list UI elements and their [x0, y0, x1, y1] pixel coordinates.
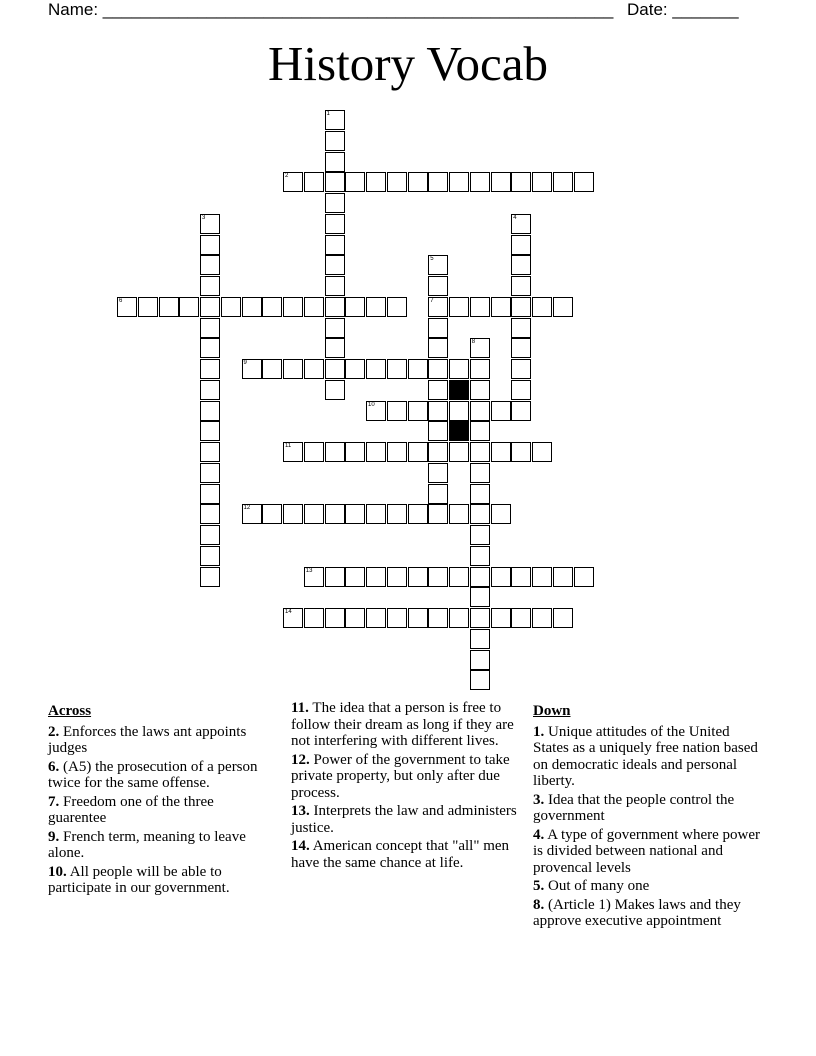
grid-cell[interactable] — [345, 359, 365, 379]
grid-cell[interactable] — [408, 401, 428, 421]
grid-cell[interactable] — [470, 546, 490, 566]
grid-cell[interactable] — [449, 401, 469, 421]
grid-cell[interactable] — [532, 442, 552, 462]
grid-cell[interactable] — [428, 297, 448, 317]
grid-cell[interactable] — [428, 504, 448, 524]
grid-cell[interactable] — [470, 421, 490, 441]
clue-number: 7 — [430, 297, 434, 304]
grid-cell[interactable] — [470, 670, 490, 690]
grid-cell[interactable] — [200, 546, 220, 566]
clue-down-8: 8. (Article 1) Makes laws and they approve executive appointment — [533, 896, 741, 929]
grid-cell[interactable] — [511, 172, 531, 192]
clue-number: 13 — [305, 567, 313, 574]
grid-cell[interactable] — [511, 235, 531, 255]
grid-cell[interactable] — [325, 235, 345, 255]
grid-cell[interactable] — [179, 297, 199, 317]
grid-cell[interactable] — [449, 567, 469, 587]
grid-cell[interactable] — [200, 338, 220, 358]
grid-cell[interactable] — [325, 338, 345, 358]
grid-cell[interactable] — [449, 504, 469, 524]
grid-cell[interactable] — [428, 359, 448, 379]
grid-cell[interactable] — [491, 297, 511, 317]
grid-cell[interactable] — [408, 504, 428, 524]
grid-cell[interactable] — [345, 608, 365, 628]
grid-cell[interactable] — [366, 442, 386, 462]
grid-cell[interactable] — [325, 131, 345, 151]
grid-cell[interactable] — [200, 380, 220, 400]
grid-cell[interactable] — [387, 297, 407, 317]
grid-cell[interactable] — [200, 421, 220, 441]
grid-cell[interactable] — [200, 359, 220, 379]
grid-cell[interactable] — [491, 442, 511, 462]
grid-cell[interactable] — [553, 608, 573, 628]
grid-cell[interactable] — [532, 297, 552, 317]
grid-cell[interactable] — [304, 297, 324, 317]
grid-cell[interactable] — [200, 401, 220, 421]
grid-cell[interactable] — [200, 484, 220, 504]
grid-cell[interactable] — [325, 297, 345, 317]
grid-cell[interactable] — [408, 172, 428, 192]
grid-cell[interactable] — [262, 504, 282, 524]
grid-cell[interactable] — [325, 318, 345, 338]
grid-cell[interactable] — [304, 359, 324, 379]
grid-cell[interactable] — [242, 359, 262, 379]
grid-cell[interactable] — [470, 297, 490, 317]
grid-cell[interactable] — [262, 297, 282, 317]
grid-cell[interactable] — [470, 484, 490, 504]
grid-cell[interactable] — [366, 504, 386, 524]
grid-cell[interactable] — [491, 504, 511, 524]
grid-cell[interactable] — [491, 172, 511, 192]
grid-cell[interactable] — [428, 380, 448, 400]
grid-cell[interactable] — [262, 359, 282, 379]
grid-cell[interactable] — [449, 297, 469, 317]
grid-cell[interactable] — [532, 567, 552, 587]
grid-cell[interactable] — [387, 172, 407, 192]
grid-cell[interactable] — [304, 442, 324, 462]
grid-cell[interactable] — [470, 587, 490, 607]
grid-cell[interactable] — [470, 401, 490, 421]
grid-cell[interactable] — [325, 442, 345, 462]
grid-cell[interactable] — [408, 608, 428, 628]
clue-number: 4 — [513, 214, 517, 221]
grid-cell[interactable] — [387, 567, 407, 587]
grid-cell[interactable] — [511, 214, 531, 234]
grid-cell[interactable] — [511, 442, 531, 462]
grid-cell[interactable] — [532, 172, 552, 192]
clue-across-6: 6. (A5) the prosecution of a person twice for the same offense. — [48, 758, 258, 791]
clue-number: 3 — [202, 214, 206, 221]
grid-cell[interactable] — [325, 504, 345, 524]
grid-cell[interactable] — [325, 172, 345, 192]
clue-number: 9 — [243, 360, 247, 366]
grid-cell[interactable] — [470, 172, 490, 192]
grid-cell[interactable] — [574, 567, 594, 587]
grid-cell[interactable] — [511, 359, 531, 379]
clue-number: 11 — [285, 443, 292, 449]
grid-cell[interactable] — [553, 297, 573, 317]
grid-cell[interactable] — [366, 567, 386, 587]
grid-cell[interactable] — [532, 608, 552, 628]
grid-cell[interactable] — [511, 276, 531, 296]
clue-across-2: 2. Enforces the laws ant appoints judges — [48, 723, 247, 756]
clue-number: 6 — [119, 297, 123, 304]
grid-cell[interactable] — [200, 463, 220, 483]
grid-cell[interactable] — [283, 608, 303, 628]
grid-cell[interactable] — [325, 276, 345, 296]
grid-cell[interactable] — [200, 504, 220, 524]
grid-cell[interactable] — [200, 567, 220, 587]
grid-cell[interactable] — [470, 650, 490, 670]
grid-cell[interactable] — [428, 421, 448, 441]
grid-cell[interactable] — [449, 359, 469, 379]
grid-cell[interactable] — [345, 504, 365, 524]
grid-cell[interactable] — [470, 338, 490, 358]
grid-cell[interactable] — [325, 380, 345, 400]
clue-down-3: 3. Idea that the people control the government — [533, 791, 735, 824]
grid-cell[interactable] — [242, 297, 262, 317]
grid-cell[interactable] — [428, 567, 448, 587]
clue-across-11: 11. The idea that a person is free to follow their dream as long if they are not interfering with different lives. — [291, 700, 514, 749]
grid-cell[interactable] — [470, 608, 490, 628]
grid-cell[interactable] — [553, 567, 573, 587]
grid-cell[interactable] — [428, 338, 448, 358]
grid-cell[interactable] — [345, 567, 365, 587]
clue-across-12: 12. Power of the government to take private property, but only after due process. — [291, 751, 510, 801]
grid-cell[interactable] — [470, 463, 490, 483]
grid-cell[interactable] — [325, 152, 345, 172]
grid-cell[interactable] — [200, 297, 220, 317]
grid-cell[interactable] — [283, 504, 303, 524]
grid-cell[interactable] — [200, 318, 220, 338]
grid-cell[interactable] — [511, 297, 531, 317]
grid-cell[interactable] — [283, 442, 303, 462]
grid-cell[interactable] — [345, 297, 365, 317]
grid-cell[interactable] — [511, 255, 531, 275]
grid-cell[interactable] — [449, 608, 469, 628]
grid-cell[interactable] — [470, 567, 490, 587]
grid-cell[interactable] — [511, 380, 531, 400]
grid-cell[interactable] — [491, 608, 511, 628]
grid-cell[interactable] — [428, 255, 448, 275]
grid-cell[interactable] — [200, 525, 220, 545]
grid-cell[interactable] — [325, 359, 345, 379]
page-title: History Vocab — [268, 36, 548, 91]
clue-down-4: 4. A type of government where power is divided between national and provencal levels — [533, 826, 761, 876]
grid-cell[interactable] — [325, 255, 345, 275]
clue-number: 10 — [368, 401, 375, 408]
down-heading: Down — [533, 703, 571, 719]
grid-cell[interactable] — [366, 359, 386, 379]
grid-cell[interactable] — [117, 297, 137, 317]
grid-cell[interactable] — [387, 504, 407, 524]
grid-cell[interactable] — [449, 172, 469, 192]
grid-cell[interactable] — [408, 359, 428, 379]
grid-cell[interactable] — [511, 567, 531, 587]
grid-cell[interactable] — [159, 297, 179, 317]
grid-cell[interactable] — [511, 318, 531, 338]
clue-number: 8 — [471, 339, 476, 346]
grid-cell[interactable] — [470, 629, 490, 649]
grid-cell[interactable] — [138, 297, 158, 317]
grid-cell[interactable] — [491, 401, 511, 421]
grid-cell[interactable] — [470, 442, 490, 462]
clue-across-10: 10. All people will be able to participate in our government. — [48, 863, 230, 896]
clue-down-1: 1. Unique attitudes of the United States as a uniquely free nation based on democratic ideals and personal liberty. — [533, 723, 758, 789]
grid-cell[interactable] — [449, 442, 469, 462]
grid-cell[interactable] — [470, 359, 490, 379]
grid-cell[interactable] — [511, 401, 531, 421]
grid-cell[interactable] — [470, 380, 490, 400]
grid-cell[interactable] — [366, 401, 386, 421]
grid-cell[interactable] — [200, 214, 220, 234]
clue-number: 14 — [285, 609, 292, 615]
grid-cell[interactable] — [200, 442, 220, 462]
grid-cell[interactable] — [283, 297, 303, 317]
date-field[interactable]: Date: _______ — [627, 0, 739, 19]
clue-across-14: 14. American concept that "all" men have the same chance at life. — [291, 838, 510, 871]
grid-cell[interactable] — [428, 608, 448, 628]
grid-cell[interactable] — [387, 442, 407, 462]
grid-cell[interactable] — [345, 172, 365, 192]
grid-cell[interactable] — [428, 401, 448, 421]
blocked-cell — [449, 421, 469, 441]
grid-cell[interactable] — [221, 297, 241, 317]
grid-cell[interactable] — [366, 608, 386, 628]
grid-cell[interactable] — [428, 484, 448, 504]
clue-across-9: 9. French term, meaning to leave alone. — [48, 828, 246, 861]
grid-cell[interactable] — [428, 172, 448, 192]
grid-cell[interactable] — [511, 338, 531, 358]
grid-cell[interactable] — [387, 608, 407, 628]
grid-cell[interactable] — [387, 359, 407, 379]
grid-cell[interactable] — [574, 172, 594, 192]
grid-cell[interactable] — [304, 172, 324, 192]
grid-cell[interactable] — [325, 110, 345, 130]
grid-cell[interactable] — [304, 504, 324, 524]
grid-cell[interactable] — [325, 214, 345, 234]
clue-number: 1 — [326, 111, 330, 117]
grid-cell[interactable] — [428, 276, 448, 296]
clue-number: 2 — [285, 173, 289, 180]
grid-cell[interactable] — [428, 442, 448, 462]
clue-across-13: 13. Interprets the law and administers justice. — [291, 803, 517, 836]
across-heading: Across — [48, 703, 92, 719]
name-field[interactable]: Name: ______________________________________________________ — [48, 0, 614, 19]
grid-cell[interactable] — [200, 255, 220, 275]
grid-cell[interactable] — [283, 172, 303, 192]
grid-cell[interactable] — [283, 359, 303, 379]
grid-cell[interactable] — [325, 608, 345, 628]
grid-cell[interactable] — [366, 297, 386, 317]
grid-cell[interactable] — [366, 172, 386, 192]
grid-cell[interactable] — [325, 193, 345, 213]
clue-down-5: 5. Out of many one — [533, 878, 650, 894]
grid-cell[interactable] — [470, 525, 490, 545]
grid-cell[interactable] — [491, 567, 511, 587]
grid-cell[interactable] — [428, 463, 448, 483]
grid-cell[interactable] — [242, 504, 262, 524]
grid-cell[interactable] — [428, 318, 448, 338]
clue-column-right — [533, 700, 768, 932]
clue-number: 12 — [243, 505, 251, 512]
grid-cell[interactable] — [345, 442, 365, 462]
grid-cell[interactable] — [511, 608, 531, 628]
grid-cell[interactable] — [304, 567, 324, 587]
grid-cell[interactable] — [200, 235, 220, 255]
grid-cell[interactable] — [325, 567, 345, 587]
grid-cell[interactable] — [200, 276, 220, 296]
grid-cell[interactable] — [304, 608, 324, 628]
grid-cell[interactable] — [470, 504, 490, 524]
grid-cell[interactable] — [387, 401, 407, 421]
blocked-cell — [449, 380, 469, 400]
clue-column-middle — [291, 700, 526, 873]
grid-cell[interactable] — [553, 172, 573, 192]
grid-cell[interactable] — [408, 567, 428, 587]
grid-cell[interactable] — [408, 442, 428, 462]
clue-across-7: 7. Freedom one of the three guarentee — [48, 793, 214, 826]
clue-number: 5 — [430, 256, 434, 263]
clue-column-left — [48, 700, 273, 899]
